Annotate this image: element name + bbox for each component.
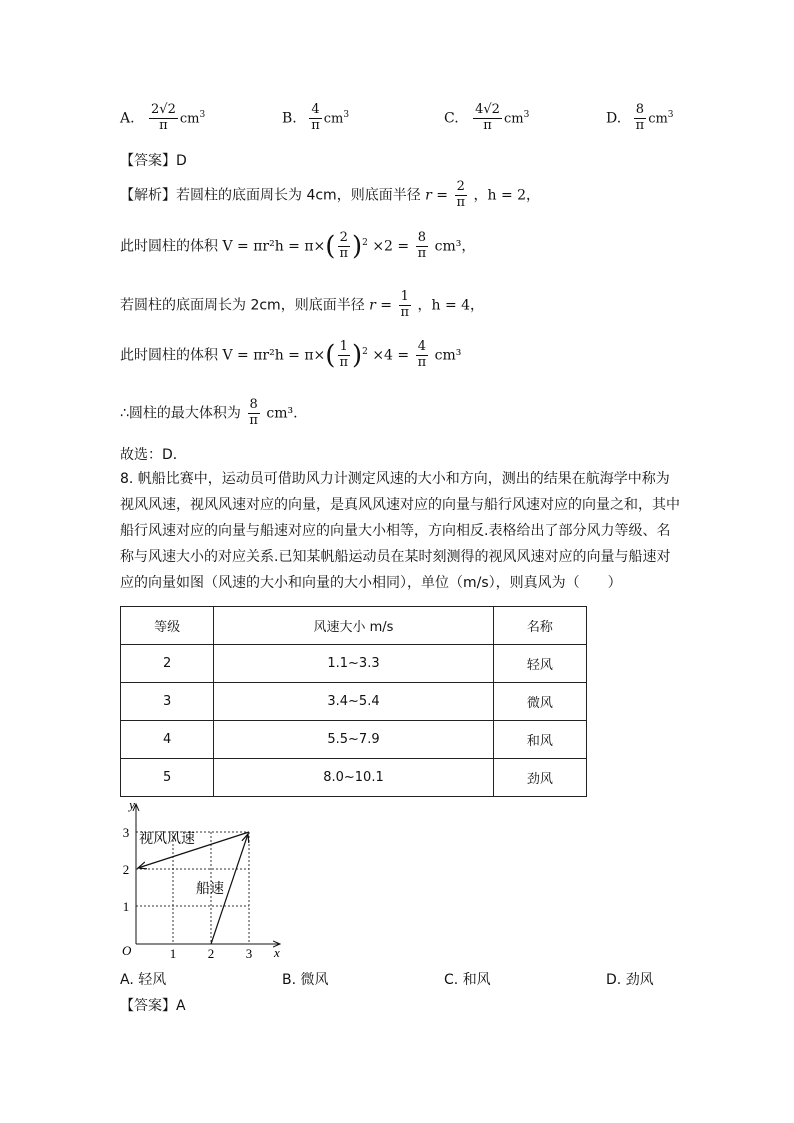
fraction (337, 231, 350, 262)
numerator: 4 (417, 339, 427, 354)
analysis-text: ∴圆柱的最大体积为 (120, 405, 241, 422)
wind-scale-table (120, 606, 587, 797)
table-cell: 微风 (493, 683, 586, 721)
fraction (247, 398, 260, 429)
table-row (121, 721, 587, 759)
answer-label-2: 【答案】A (120, 998, 186, 1014)
option-c-top: C. $\frac{4√2}{\pi}$ $cm^3$ (444, 102, 530, 133)
option-b-bottom (282, 969, 329, 989)
option-d-bottom (606, 969, 654, 989)
math-expression: V = πr²h = π× (222, 238, 326, 255)
analysis-text: cm³ (434, 347, 462, 364)
unit: cm (503, 111, 524, 127)
math-expression: ×2 = (372, 238, 410, 255)
option-letter: A. (120, 110, 135, 127)
analysis-text: 【解析】若圆柱的底面周长为 4cm，则底面半径 (120, 187, 421, 204)
fraction (337, 340, 350, 371)
denominator: π (417, 245, 427, 261)
denominator: π (311, 117, 320, 133)
question-line: 视风风速，视风风速对应的向量，是真风风速对应的向量与船行风速对应的向量之和，其中 (120, 497, 680, 513)
math-expression: V = πr²h = π× (222, 347, 326, 364)
question-8 (120, 466, 680, 596)
x-tick-label: 3 (245, 946, 253, 961)
table-cell: 3 (121, 683, 214, 721)
origin-label: O (122, 943, 132, 958)
fraction (416, 340, 429, 371)
math-r: r = (425, 187, 449, 204)
numerator: 1 (400, 289, 409, 304)
option-text: 劲风 (625, 972, 654, 988)
fraction (634, 103, 647, 134)
unit: cm (179, 111, 200, 127)
table-row (121, 759, 587, 797)
question-line: 应的向量如图（风速的大小和向量的大小相同），单位（m/s），则真风为（ ） (120, 575, 622, 591)
table-header: 风速大小 m/s (214, 607, 493, 645)
table-header-row (121, 607, 587, 645)
fraction (398, 290, 411, 321)
grid-lines (136, 832, 249, 944)
question-line: 称与风速大小的对应关系.已知某帆船运动员在某时刻测得的视风风速对应的向量与船速对 (120, 549, 671, 565)
fraction (149, 103, 178, 134)
table-header: 等级 (121, 607, 214, 645)
numerator: 4 (311, 102, 320, 117)
denominator: π (483, 117, 492, 133)
denominator: π (400, 304, 410, 320)
option-b-top: B. $\frac{4}{\pi}$ $cm^3$ (282, 102, 350, 133)
unit: cm (323, 111, 344, 127)
question-line: 船行风速对应的向量与船速对应的向量大小相等，方向相反.表格给出了部分风力等级、名 (120, 523, 671, 539)
denominator: π (456, 194, 466, 210)
option-letter: B. (282, 972, 297, 988)
analysis-line-2: 此时圆柱的体积 V = πr²h = π×( $\frac{2}{\pi}$ )$^2$ ×2 = $\frac{8}{\pi}$ cm³， (120, 230, 476, 262)
fraction (309, 103, 322, 134)
option-text: 轻风 (138, 972, 167, 988)
option-letter: D. (606, 110, 622, 127)
apparent-wind-label: 视风风速 (139, 831, 195, 847)
option-text: 微风 (300, 972, 329, 988)
table-cell: 8.0~10.1 (214, 759, 493, 797)
fraction (454, 180, 467, 211)
numerator: 8 (635, 102, 645, 117)
y-axis-label: y (129, 798, 135, 812)
math-r: r = (369, 297, 393, 314)
option-letter: C. (444, 972, 459, 988)
table-cell: 3.4~5.4 (214, 683, 493, 721)
math-expression: ×4 = (372, 347, 410, 364)
numerator: 4√2 (475, 102, 500, 117)
analysis-line-3 (120, 290, 484, 321)
analysis-line-1 (120, 180, 540, 211)
analysis-text: 此时圆柱的体积 (120, 347, 218, 364)
denominator: π (635, 117, 645, 133)
question-line: 8. 帆船比赛中，运动员可借助风力计测定风速的大小和方向，测出的结果在航海学中称为 (120, 471, 670, 487)
denominator: π (159, 117, 168, 133)
denominator: π (339, 245, 348, 261)
fraction (473, 103, 502, 134)
unit: cm (648, 111, 668, 127)
x-tick-label: 1 (169, 946, 177, 961)
option-letter: D. (606, 972, 622, 988)
denominator: π (417, 354, 427, 370)
vector-figure (112, 798, 292, 968)
table-row (121, 683, 587, 721)
analysis-text: ，h = 2， (473, 187, 541, 204)
analysis-line-6: 故选：D． (120, 447, 187, 463)
x-axis-label: x (274, 945, 280, 960)
numerator: 2√2 (151, 102, 176, 117)
option-letter: B. (282, 110, 297, 127)
y-tick-label: 2 (122, 862, 130, 877)
analysis-text: 若圆柱的底面周长为 2cm，则底面半径 (120, 297, 365, 314)
analysis-text: cm³， (434, 238, 476, 255)
analysis-line-5 (120, 398, 298, 429)
table-cell: 1.1~3.3 (214, 645, 493, 683)
boat-speed-label: 船速 (196, 881, 224, 897)
table-cell: 和风 (493, 721, 586, 759)
numerator: 2 (456, 179, 465, 194)
option-text: 和风 (462, 972, 491, 988)
analysis-text: ，h = 4， (417, 297, 485, 314)
table-cell: 劲风 (493, 759, 586, 797)
option-letter: A. (120, 972, 134, 988)
denominator: π (339, 354, 348, 370)
numerator: 2 (339, 230, 348, 245)
table-cell: 5.5~7.9 (214, 721, 493, 759)
answer-label: 【答案】D (120, 153, 187, 169)
y-tick-label: 1 (122, 899, 130, 914)
analysis-text: cm³. (266, 405, 298, 422)
analysis-line-4: 此时圆柱的体积 V = πr²h = π×( $\frac{1}{\pi}$ )$^2$ ×4 = $\frac{4}{\pi}$ cm³ (120, 339, 462, 371)
denominator: π (249, 412, 258, 428)
y-tick-label: 3 (122, 825, 130, 840)
table-header: 名称 (493, 607, 586, 645)
table-cell: 4 (121, 721, 214, 759)
option-a-bottom (120, 969, 166, 989)
numerator: 8 (417, 230, 427, 245)
option-c-bottom (444, 969, 491, 989)
table-cell: 5 (121, 759, 214, 797)
numerator: 8 (249, 397, 258, 412)
numerator: 1 (339, 339, 348, 354)
option-d-top: D. $\frac{8}{\pi}$ $cm^3$ (606, 102, 674, 133)
table-row (121, 645, 587, 683)
fraction (416, 231, 429, 262)
option-a-top: A. $\frac{2√2}{\pi}$ $cm^3$ (120, 102, 206, 133)
x-tick-label: 2 (207, 946, 215, 961)
table-cell: 2 (121, 645, 214, 683)
option-letter: C. (444, 110, 459, 127)
analysis-text: 此时圆柱的体积 (120, 238, 218, 255)
table-cell: 轻风 (493, 645, 586, 683)
